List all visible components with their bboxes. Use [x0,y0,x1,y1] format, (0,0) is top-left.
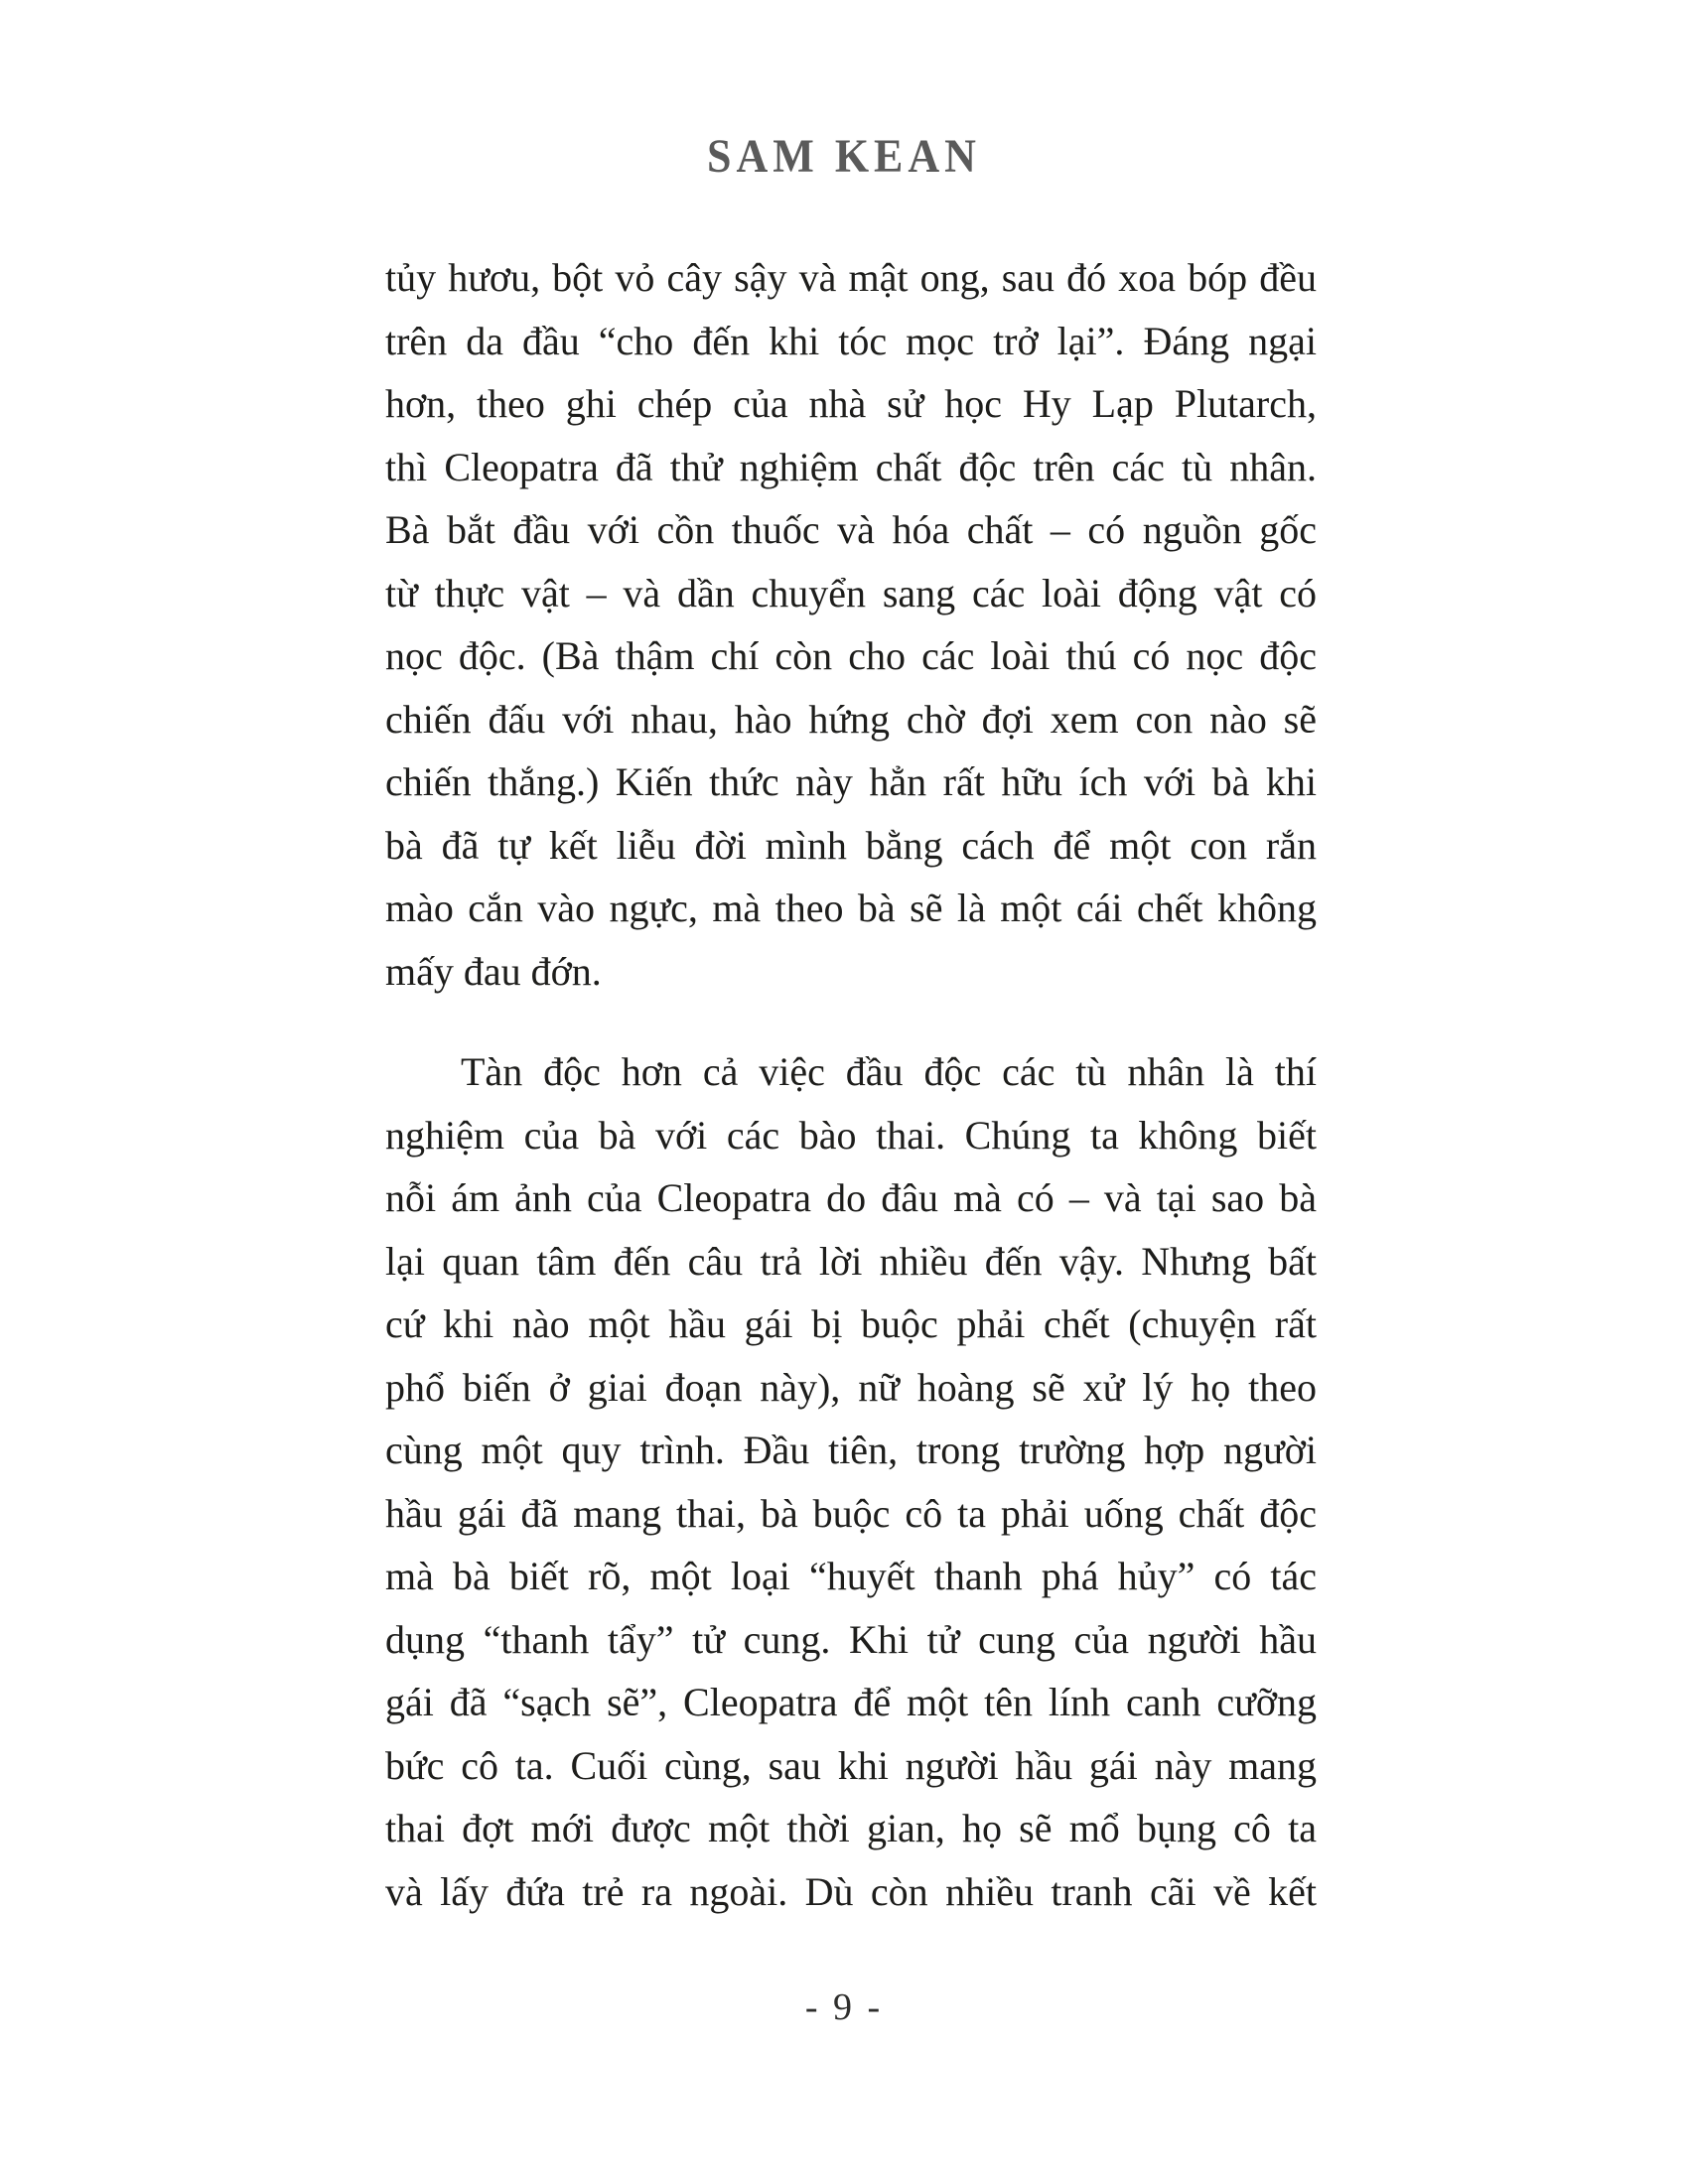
paragraph [385,1040,1317,1923]
text-line: thì Cleopatra đã thử nghiệm chất độc trên các tù nhân. [385,444,1317,489]
text-line: mà bà biết rõ, một loại “huyết thanh phá hủy” có tác [385,1554,1317,1598]
text-line: cùng một quy trình. Đầu tiên, trong trường hợp người [385,1428,1317,1472]
text-line: dụng “thanh tẩy” tử cung. Khi tử cung của người hầu [385,1616,1317,1662]
text-line: bà đã tự kết liễu đời mình bằng cách để một con rắn [385,822,1317,868]
text-line: hơn, theo ghi chép của nhà sử học Hy Lạp Plutarch, [385,381,1317,426]
text-line: nỗi ám ảnh của Cleopatra do đâu mà có – và tại sao bà [385,1175,1317,1220]
text-line: Bà bắt đầu với cồn thuốc và hóa chất – có nguồn gốc [385,507,1317,552]
text-line: thai đợt mới được một thời gian, họ sẽ mổ bụng cô ta [385,1806,1317,1850]
page-number: - 9 - [804,1986,884,2028]
text-line: hầu gái đã mang thai, bà buộc cô ta phải uống chất độc [385,1490,1317,1536]
text-line: gái đã “sạch sẽ”, Cleopatra để một tên lính canh cưỡng [385,1680,1317,1724]
text-line: mào cắn vào ngực, mà theo bà sẽ là một cái chết không [385,886,1317,930]
running-header-author: SAM KEAN [707,130,981,183]
body-text [385,246,1317,1923]
text-line: nghiệm của bà với các bào thai. Chúng ta không biết [385,1112,1317,1158]
text-line: phổ biến ở giai đoạn này), nữ hoàng sẽ xử lý họ theo [385,1364,1317,1410]
text-line: bức cô ta. Cuối cùng, sau khi người hầu gái này mang [385,1742,1317,1788]
text-line: nọc độc. (Bà thậm chí còn cho các loài thú có nọc độc [385,633,1317,678]
text-line: và lấy đứa trẻ ra ngoài. Dù còn nhiều tranh cãi về kết [385,1868,1317,1914]
text-line: mấy đau đớn. [385,948,602,994]
text-line: chiến đấu với nhau, hào hứng chờ đợi xem con nào sẽ [385,696,1317,742]
paragraph [385,246,1317,1003]
text-line: tủy hươu, bột vỏ cây sậy và mật ong, sau đó xoa bóp đều [385,255,1317,300]
text-line: chiến thắng.) Kiến thức này hẳn rất hữu ích với bà khi [385,759,1317,804]
text-line: lại quan tâm đến câu trả lời nhiều đến vậy. Nhưng bất [385,1238,1317,1284]
text-line: từ thực vật – và dần chuyển sang các loài động vật có [385,570,1317,615]
text-line: trên da đầu “cho đến khi tóc mọc trở lại”. Đáng ngại [385,318,1317,363]
text-line: Tàn độc hơn cả việc đầu độc các tù nhân là thí [461,1049,1317,1094]
text-line: cứ khi nào một hầu gái bị buộc phải chết (chuyện rất [385,1301,1317,1346]
